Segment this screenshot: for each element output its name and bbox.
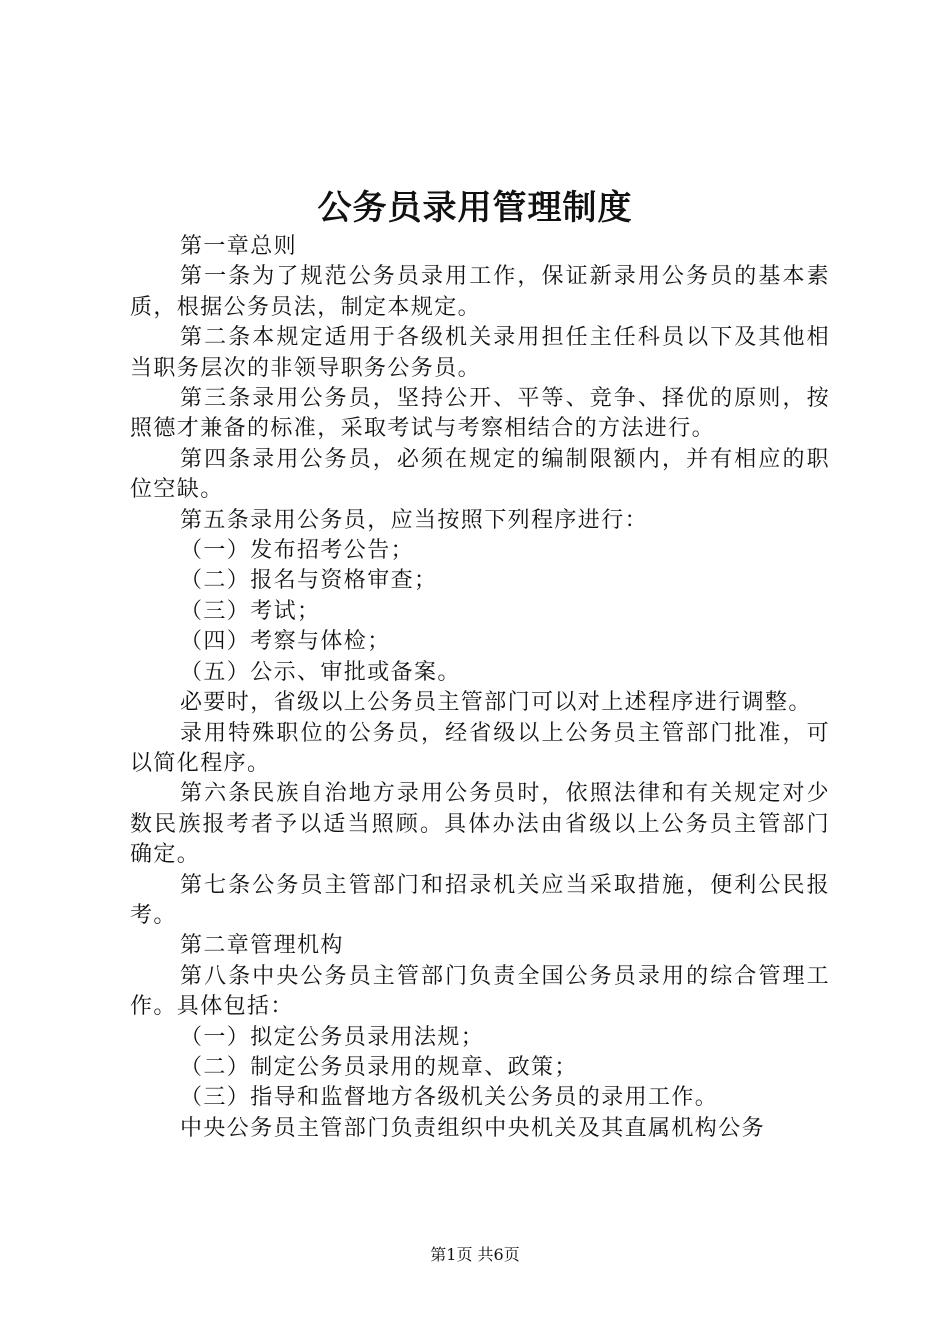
paragraph: 录用特殊职位的公务员，经省级以上公务员主管部门批准，可以简化程序。 [130, 720, 830, 776]
document-title: 公务员录用管理制度 [317, 188, 633, 228]
paragraph: 第六条民族自治地方录用公务员时，依照法律和有关规定对少数民族报考者予以适当照顾。具体办法由省级以上公务员主管部门确定。 [130, 781, 830, 868]
paragraph: 第四条录用公务员，必须在规定的编制限额内，并有相应的职位空缺。 [130, 446, 830, 503]
list-item: （三）考试； [180, 598, 321, 624]
list-item: （四）考察与体检； [180, 629, 391, 655]
paragraph: 第八条中央公务员主管部门负责全国公务员录用的综合管理工作。具体包括： [130, 963, 830, 1020]
list-item: （一）发布招考公告； [180, 538, 415, 564]
paragraph: 第三条录用公务员，坚持公开、平等、竞争、择优的原则，按照德才兼备的标准，采取考试与考察相结合的方法进行。 [130, 386, 830, 442]
document-body [130, 232, 830, 1144]
paragraph: 第二章管理机构 [180, 933, 344, 959]
list-item: （三）指导和监督地方各级机关公务员的录用工作。 [180, 1085, 719, 1111]
list-item: （五）公示、审批或备案。 [180, 659, 461, 685]
page-number-footer: 第1页 共6页 [430, 1245, 520, 1264]
paragraph: 必要时，省级以上公务员主管部门可以对上述程序进行调整。 [180, 690, 812, 716]
paragraph: 中央公务员主管部门负责组织中央机关及其直属机构公务 [180, 1115, 766, 1141]
paragraph: 第一章总则 [180, 234, 298, 259]
list-item: （二）制定公务员录用的规章、政策； [180, 1054, 578, 1080]
paragraph: 第二条本规定适用于各级机关录用担任主任科员以下及其他相当职务层次的非领导职务公务员。 [130, 325, 830, 381]
paragraph: 第七条公务员主管部门和招录机关应当采取措施，便利公民报考。 [130, 872, 830, 928]
list-item: （一）拟定公务员录用法规； [180, 1024, 485, 1050]
paragraph: 第一条为了规范公务员录用工作，保证新录用公务员的基本素质，根据公务员法，制定本规定。 [130, 264, 830, 320]
paragraph: 第五条录用公务员，应当按照下列程序进行： [180, 507, 649, 533]
list-item: （二）报名与资格审查； [180, 568, 438, 594]
